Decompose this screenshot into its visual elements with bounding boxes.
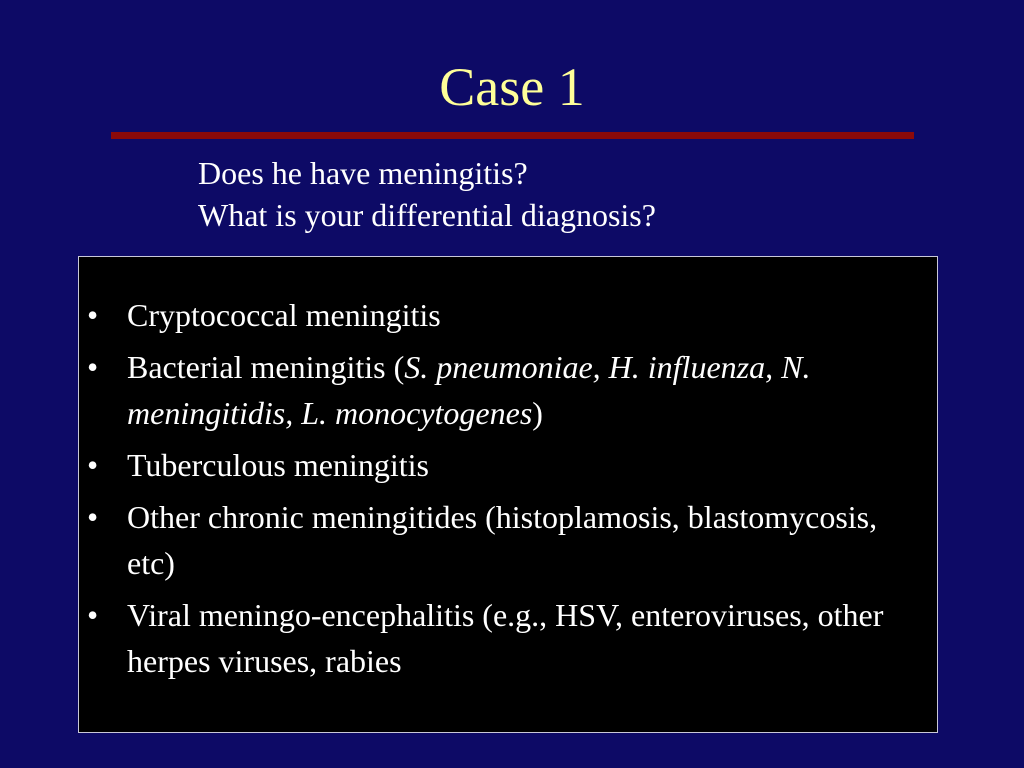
list-item <box>79 592 937 684</box>
list-item <box>79 344 937 436</box>
question-block <box>198 152 656 236</box>
bullet-icon: • <box>87 597 99 633</box>
list-item <box>79 292 937 338</box>
slide-title: Case 1 <box>439 57 585 117</box>
organism-list: S. pneumoniae, H. influenza, N. meningitidis, L. monocytogenes <box>127 349 811 431</box>
title-divider <box>111 132 914 139</box>
list-item-text-close: ) <box>532 395 543 431</box>
bullet-icon: • <box>87 297 99 333</box>
bullet-icon: • <box>87 499 99 535</box>
list-item <box>79 494 937 586</box>
list-item-text: Other chronic meningitides (histoplamosis, blastomycosis, etc) <box>127 499 878 581</box>
bullet-icon: • <box>87 349 99 385</box>
question-differential: What is your differential diagnosis? <box>198 197 656 233</box>
bullet-icon: • <box>87 447 99 483</box>
list-item-text: Viral meningo-encephalitis (e.g., HSV, enteroviruses, other herpes viruses, rabies <box>127 597 884 679</box>
list-item-text: Bacterial meningitis ( <box>127 349 405 385</box>
question-meningitis: Does he have meningitis? <box>198 155 528 191</box>
list-item <box>79 442 937 488</box>
list-item-text: Tuberculous meningitis <box>127 447 429 483</box>
differential-list <box>79 292 937 690</box>
list-item-text: Cryptococcal meningitis <box>127 297 441 333</box>
differential-diagnosis-box <box>78 256 938 733</box>
